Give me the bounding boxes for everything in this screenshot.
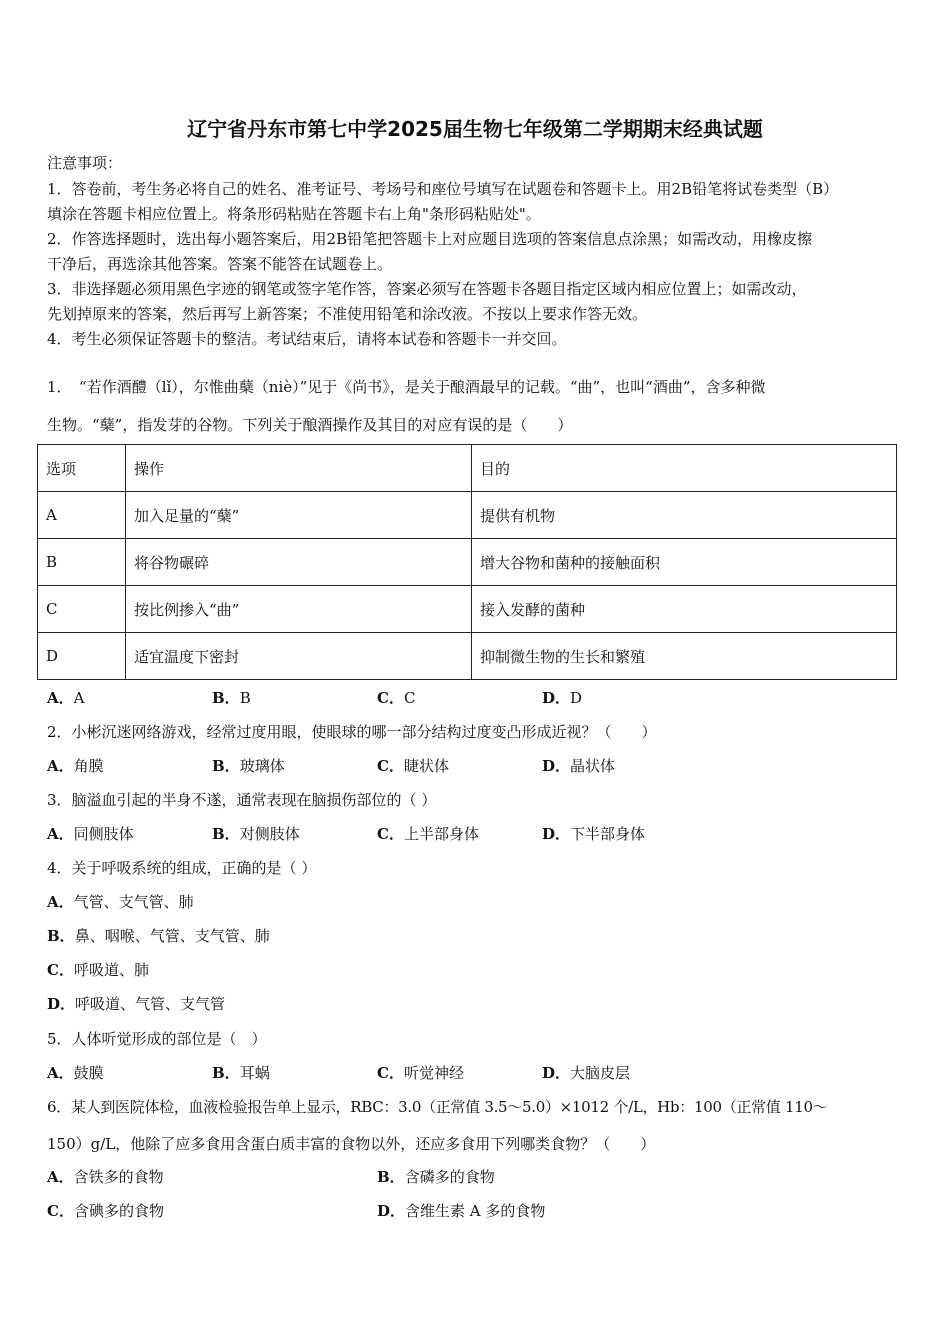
choice-text: 鼓膜 xyxy=(73,1064,104,1082)
choice-letter: B． xyxy=(47,927,75,945)
choice-letter: B． xyxy=(377,1168,405,1186)
q2-choice-b[interactable] xyxy=(212,755,285,776)
choice-text: 含铁多的食物 xyxy=(73,1168,164,1186)
q6-choice-a[interactable] xyxy=(47,1166,164,1187)
table-cell: 接入发酵的菌种 xyxy=(472,586,897,633)
q3-choice-b[interactable] xyxy=(212,823,300,844)
choice-letter: C． xyxy=(377,689,404,707)
table-cell: C xyxy=(38,586,126,633)
table-header-cell: 目的 xyxy=(472,445,897,492)
notice-line: 先划掉原来的答案，然后再写上新答案；不准使用铅笔和涂改液。不按以上要求作答无效。 xyxy=(47,305,648,323)
choice-letter: C． xyxy=(47,961,74,979)
table-header-cell: 操作 xyxy=(126,445,472,492)
choice-letter: A． xyxy=(47,825,74,843)
table-cell: A xyxy=(38,492,126,539)
notice-line: 填涂在答题卡相应位置上。将条形码粘贴在答题卡右上角"条形码粘贴处"。 xyxy=(47,205,541,223)
choice-letter: D． xyxy=(542,1064,571,1082)
q4-choice-b[interactable] xyxy=(47,925,270,946)
choice-letter: B． xyxy=(212,825,240,843)
choice-letter: B． xyxy=(212,689,240,707)
q2-stem: 2．小彬沉迷网络游戏，经常过度用眼，使眼球的哪一部分结构过度变凸形成近视？（ ） xyxy=(47,723,657,741)
table-cell: 按比例掺入“曲” xyxy=(126,586,472,633)
table-header-cell: 选项 xyxy=(38,445,126,492)
q2-choice-a[interactable] xyxy=(47,755,104,776)
table-cell: 提供有机物 xyxy=(472,492,897,539)
choice-text: 同侧肢体 xyxy=(73,825,134,843)
q3-choice-d[interactable] xyxy=(542,823,645,844)
choice-letter: C． xyxy=(377,1064,404,1082)
choice-letter: D． xyxy=(47,995,76,1013)
choice-letter: C． xyxy=(377,825,404,843)
choice-letter: B． xyxy=(212,757,240,775)
q2-choice-d[interactable] xyxy=(542,755,615,776)
notice-line: 4．考生必须保证答题卡的整洁。考试结束后，请将本试卷和答题卡一并交回。 xyxy=(47,330,567,348)
table-cell: 加入足量的“蘖” xyxy=(126,492,472,539)
table-cell: 增大谷物和菌种的接触面积 xyxy=(472,539,897,586)
q4-choice-c[interactable] xyxy=(47,959,149,980)
q4-choice-a[interactable] xyxy=(47,891,194,912)
q5-stem: 5．人体听觉形成的部位是（ ） xyxy=(47,1030,267,1048)
table-row xyxy=(38,586,897,633)
choice-text: 呼吸道、气管、支气管 xyxy=(75,995,226,1013)
q3-choice-a[interactable] xyxy=(47,823,134,844)
choice-letter: C． xyxy=(377,757,404,775)
choice-text: C xyxy=(403,689,416,707)
choice-text: 角膜 xyxy=(73,757,104,775)
choice-letter: A． xyxy=(47,689,74,707)
choice-letter: D． xyxy=(542,689,571,707)
choice-letter: D． xyxy=(542,757,571,775)
choice-text: 下半部身体 xyxy=(570,825,646,843)
q6-choice-c[interactable] xyxy=(47,1200,164,1221)
choice-text: 听觉神经 xyxy=(403,1064,464,1082)
choice-letter: C． xyxy=(47,1202,74,1220)
table-cell: 适宜温度下密封 xyxy=(126,633,472,680)
q6-stem-line1: 6．某人到医院体检，血液检验报告单上显示，RBC：3.0（正常值 3.5～5.0）×1012 个/L，Hb：100（正常值 110～ xyxy=(47,1098,828,1116)
q1-stem-line1: 1． “若作酒醴（lǐ），尔惟曲蘖（niè）”见于《尚书》，是关于酿酒最早的记载。“曲”，也叫“酒曲”，含多种微 xyxy=(47,378,766,396)
choice-letter: A． xyxy=(47,1064,74,1082)
table-row xyxy=(38,492,897,539)
q3-choice-c[interactable] xyxy=(377,823,479,844)
notice-line: 2．作答选择题时，选出每小题答案后，用2B铅笔把答题卡上对应题目选项的答案信息点涂黑；如需改动，用橡皮擦 xyxy=(47,230,813,248)
notice-line: 3．非选择题必须用黑色字迹的钢笔或签字笔作答，答案必须写在答题卡各题目指定区域内相应位置上；如需改动， xyxy=(47,280,807,298)
table-cell: 将谷物碾碎 xyxy=(126,539,472,586)
q6-choice-d[interactable] xyxy=(377,1200,545,1221)
table-header-row xyxy=(38,445,897,492)
choice-letter: A． xyxy=(47,757,74,775)
q1-choice-a[interactable] xyxy=(47,687,84,708)
q5-choice-c[interactable] xyxy=(377,1062,464,1083)
q6-stem-line2: 150）g/L，他除了应多食用含蛋白质丰富的食物以外，还应多食用下列哪类食物？（ ） xyxy=(47,1135,656,1153)
q5-choice-d[interactable] xyxy=(542,1062,630,1083)
choice-letter: A． xyxy=(47,893,74,911)
q1-stem-line2: 生物。“蘖”，指发芽的谷物。下列关于酿酒操作及其目的对应有误的是（ ） xyxy=(47,416,573,434)
notice-heading: 注意事项： xyxy=(47,154,123,172)
choice-text: 含碘多的食物 xyxy=(73,1202,164,1220)
choice-text: 气管、支气管、肺 xyxy=(73,893,194,911)
q1-choice-b[interactable] xyxy=(212,687,251,708)
choice-text: 呼吸道、肺 xyxy=(73,961,149,979)
q3-stem: 3．脑溢血引起的半身不遂，通常表现在脑损伤部位的（ ） xyxy=(47,791,437,809)
choice-letter: D． xyxy=(542,825,571,843)
table-row xyxy=(38,633,897,680)
choice-text: 含维生素 A 多的食物 xyxy=(405,1202,546,1220)
choice-letter: B． xyxy=(212,1064,240,1082)
q6-choice-b[interactable] xyxy=(377,1166,495,1187)
choice-text: 耳蜗 xyxy=(239,1064,270,1082)
q4-stem: 4．关于呼吸系统的组成，正确的是（ ） xyxy=(47,859,317,877)
choice-text: D xyxy=(570,689,583,707)
q1-options-table xyxy=(37,444,897,680)
choice-text: 对侧肢体 xyxy=(239,825,300,843)
choice-text: 含磷多的食物 xyxy=(404,1168,495,1186)
page-title: 辽宁省丹东市第七中学2025届生物七年级第二学期期末经典试题 xyxy=(187,117,763,141)
table-cell: D xyxy=(38,633,126,680)
q4-choice-d[interactable] xyxy=(47,993,225,1014)
choice-text: A xyxy=(73,689,85,707)
choice-text: 鼻、咽喉、气管、支气管、肺 xyxy=(74,927,270,945)
table-cell: B xyxy=(38,539,126,586)
choice-text: 睫状体 xyxy=(403,757,449,775)
notice-line: 干净后，再选涂其他答案。答案不能答在试题卷上。 xyxy=(47,255,393,273)
choice-text: 玻璃体 xyxy=(239,757,285,775)
choice-text: 大脑皮层 xyxy=(570,1064,631,1082)
q1-choice-d[interactable] xyxy=(542,687,582,708)
choice-letter: D． xyxy=(377,1202,406,1220)
table-cell: 抑制微生物的生长和繁殖 xyxy=(472,633,897,680)
choice-text: 上半部身体 xyxy=(403,825,479,843)
notice-line: 1．答卷前，考生务必将自己的姓名、准考证号、考场号和座位号填写在试题卷和答题卡上。用2B铅笔将试卷类型（B） xyxy=(47,180,839,198)
q2-choice-c[interactable] xyxy=(377,755,449,776)
choice-text: 晶状体 xyxy=(570,757,616,775)
choice-text: B xyxy=(239,689,251,707)
choice-letter: A． xyxy=(47,1168,74,1186)
q5-choice-a[interactable] xyxy=(47,1062,104,1083)
table-row xyxy=(38,539,897,586)
q5-choice-b[interactable] xyxy=(212,1062,270,1083)
q1-choice-c[interactable] xyxy=(377,687,415,708)
